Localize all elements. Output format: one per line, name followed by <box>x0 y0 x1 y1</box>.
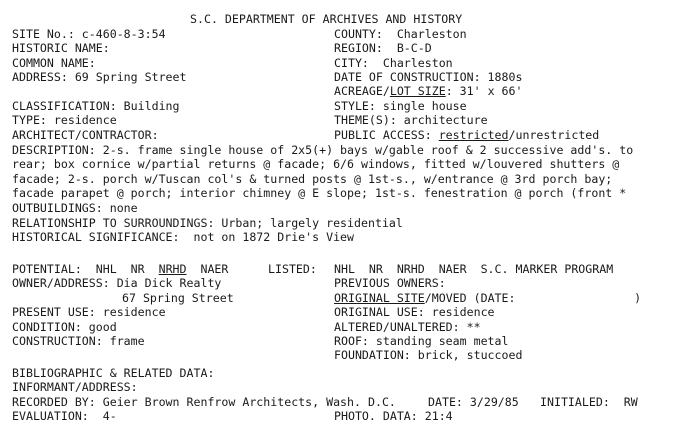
historic-name: HISTORIC NAME: <box>12 41 110 55</box>
potential <box>12 262 228 276</box>
description-line-2: rear; box cornice w/partial returns @ facade; 6/6 windows, fitted w/louvered shutters @ <box>12 157 620 171</box>
condition: CONDITION: good <box>12 320 117 334</box>
type: TYPE: residence <box>12 113 117 127</box>
description-line-1: DESCRIPTION: 2-s. frame single house of 2x5(+) bays w/gable roof & 2 successive add's. to <box>12 143 634 157</box>
altered-unaltered: ALTERED/UNALTERED: ** <box>334 320 481 334</box>
initialed: INITIALED: RW <box>540 395 638 409</box>
recorded-by: RECORDED BY: Geier Brown Renfrow Architects, Wash. D.C. <box>12 395 396 409</box>
listed-options: NHL NR NRHD NAER S.C. MARKER PROGRAM <box>334 262 614 276</box>
record-date: DATE: 3/29/85 <box>428 395 519 409</box>
present-use: PRESENT USE: residence <box>12 305 166 319</box>
common-name: COMMON NAME: <box>12 56 96 70</box>
bibliographic-data: BIBLIOGRAPHIC & RELATED DATA: <box>12 366 215 380</box>
outbuildings: OUTBUILDINGS: none <box>12 201 138 215</box>
classification: CLASSIFICATION: Building <box>12 99 180 113</box>
historical-significance: HISTORICAL SIGNIFICANCE: not on 1872 Drie's View <box>12 230 355 244</box>
architect-contractor: ARCHITECT/CONTRACTOR: <box>12 128 159 142</box>
form-title: S.C. DEPARTMENT OF ARCHIVES AND HISTORY <box>190 12 463 26</box>
description-line-4: facade parapet @ porch; interior chimney @ E slope; 1st-s. fenestration @ porch (front * <box>12 186 627 200</box>
roof: ROOF: standing seam metal <box>334 334 509 348</box>
photo-data: PHOTO. DATA: 21:4 <box>334 409 453 423</box>
owner-address: OWNER/ADDRESS: Dia Dick Realty <box>12 276 222 290</box>
public-access <box>334 128 599 142</box>
potential-rest: NAER <box>186 262 229 276</box>
previous-owners: PREVIOUS OWNERS: <box>334 276 446 290</box>
relationship-to-surroundings: RELATIONSHIP TO SURROUNDINGS: Urban; largely residential <box>12 216 403 230</box>
informant-address: INFORMANT/ADDRESS: <box>12 380 138 394</box>
construction: CONSTRUCTION: frame <box>12 334 145 348</box>
city: CITY: Charleston <box>334 56 453 70</box>
original-use: ORIGINAL USE: residence <box>334 305 495 319</box>
themes: THEME(S): architecture <box>334 113 488 127</box>
foundation: FOUNDATION: brick, stuccoed <box>334 348 523 362</box>
date-of-construction: DATE OF CONSTRUCTION: 1880s <box>334 70 523 84</box>
acreage-lot-size <box>334 84 522 98</box>
lot-size-label: LOT SIZE <box>389 84 446 98</box>
site-number: SITE No.: c-460-8-3:54 <box>12 27 166 41</box>
potential-label: POTENTIAL: NHL NR <box>12 262 159 276</box>
listed-label: LISTED: <box>268 262 317 276</box>
style: STYLE: single house <box>334 99 467 113</box>
description-line-3: facade; 2-s. porch w/Tuscan col's & turned posts @ 1st-s., w/entrance @ 3rd porch bay; <box>12 172 613 186</box>
original-site-moved <box>334 291 641 305</box>
lot-size-value: : 31' x 66' <box>445 84 523 98</box>
original-site-selected: ORIGINAL SITE <box>334 291 425 305</box>
evaluation: EVALUATION: 4- <box>12 409 117 423</box>
owner-street: 67 Spring Street <box>122 291 234 305</box>
address: ADDRESS: 69 Spring Street <box>12 70 187 84</box>
public-access-rest: /unrestricted <box>508 128 600 142</box>
region: REGION: B-C-D <box>334 41 432 55</box>
potential-selected: NRHD <box>158 262 187 276</box>
acreage-prefix: ACREAGE/ <box>334 84 390 98</box>
county: COUNTY: Charleston <box>334 27 467 41</box>
moved-date: /MOVED (DATE: ) <box>424 291 642 305</box>
public-access-label: PUBLIC ACCESS: <box>334 128 439 142</box>
public-access-selected: restricted <box>438 128 509 142</box>
